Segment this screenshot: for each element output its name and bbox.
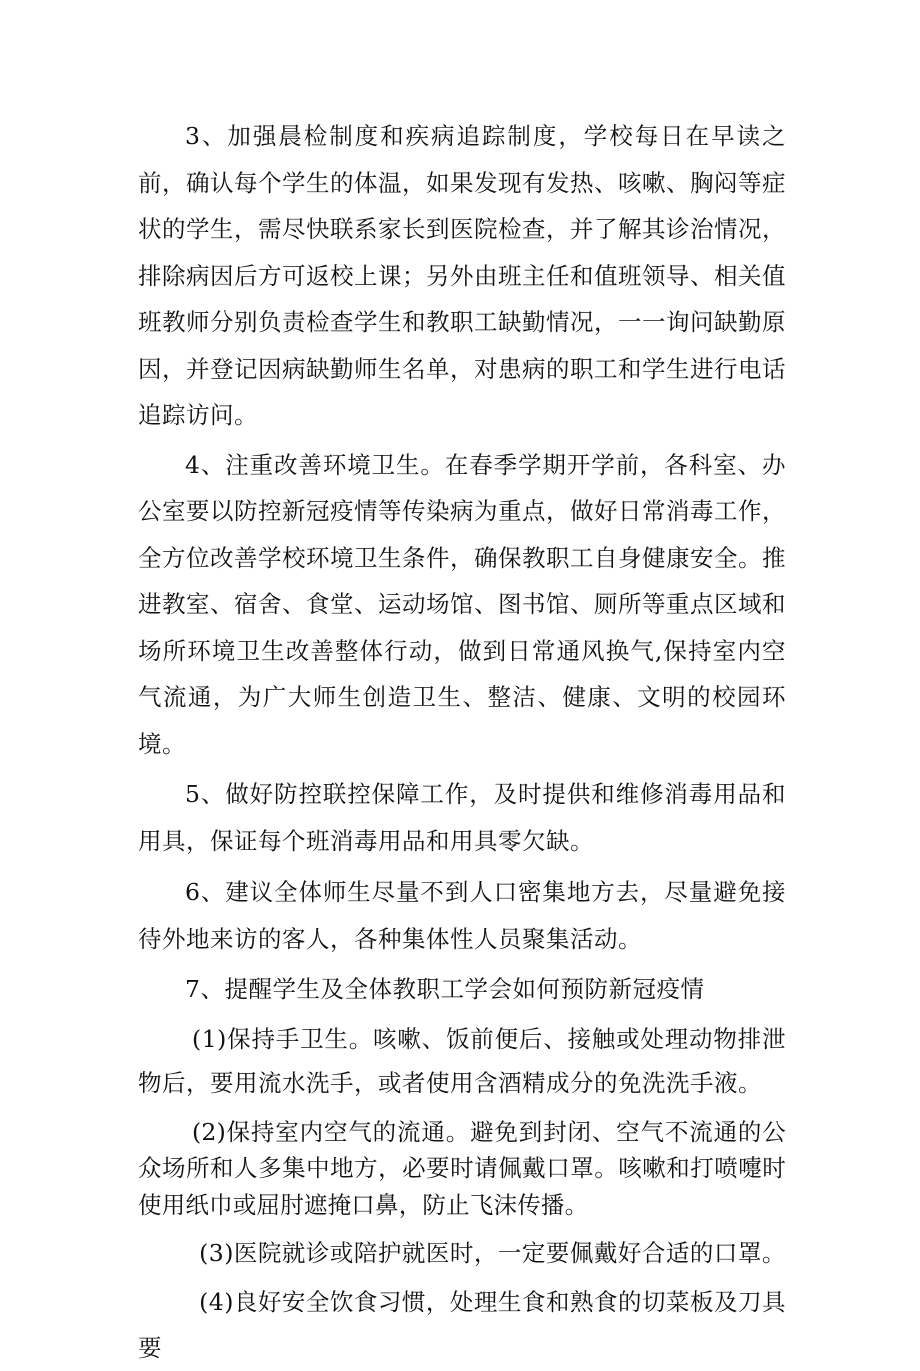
subitem-2-ventilation: (2)保持室内空气的流通。避免到封闭、空气不流通的公众场所和人多集中地方，必要时请佩戴口罩。咳嗽和打喷嚏时使用纸巾或屈肘遮掩口鼻，防止飞沫传播。 <box>138 1117 786 1219</box>
subitem-4-food-safety: (4)良好安全饮食习惯，处理生食和熟食的切菜板及刀具要 <box>138 1288 786 1362</box>
paragraph-item-5: 5、做好防控联控保障工作，及时提供和维修消毒用品和用具，保证每个班消毒用品和用具零欠缺。 <box>138 780 786 855</box>
paragraph-item-7: 7、提醒学生及全体教职工学会如何预防新冠疫情 <box>185 975 705 1003</box>
paragraph-item-4: 4、注重改善环境卫生。在春季学期开学前，各科室、办公室要以防控新冠疫情等传染病为重点，做好日常消毒工作，全方位改善学校环境卫生条件，确保教职工自身健康安全。推进教室、宿舍、食堂、运动场馆、图书馆、厕所等重点区域和场所环境卫生改善整体行动，做到日常通风换气,保持室内空气流通，为广大师生创造卫生、整洁、健康、文明的校园环境。 <box>138 450 786 758</box>
paragraph-item-6: 6、建议全体师生尽量不到人口密集地方去，尽量避免接待外地来访的客人，各种集体性人员聚集活动。 <box>138 878 786 953</box>
document-body <box>138 113 786 1371</box>
paragraph-item-3: 3、加强晨检制度和疾病追踪制度，学校每日在早读之前，确认每个学生的体温，如果发现有发热、咳嗽、胸闷等症状的学生，需尽快联系家长到医院检查，并了解其诊治情况，排除病因后方可返校上课；另外由班主任和值班领导、相关值班教师分别负责检查学生和教职工缺勤情况，一一询问缺勤原因，并登记因病缺勤师生名单，对患病的职工和学生进行电话追踪访问。 <box>138 122 786 429</box>
subitem-1-hand-hygiene: (1)保持手卫生。咳嗽、饭前便后、接触或处理动物排泄物后，要用流水洗手，或者使用含酒精成分的免洗洗手液。 <box>138 1024 786 1097</box>
subitem-3-hospital-mask: (3)医院就诊或陪护就医时，一定要佩戴好合适的口罩。 <box>199 1239 786 1267</box>
